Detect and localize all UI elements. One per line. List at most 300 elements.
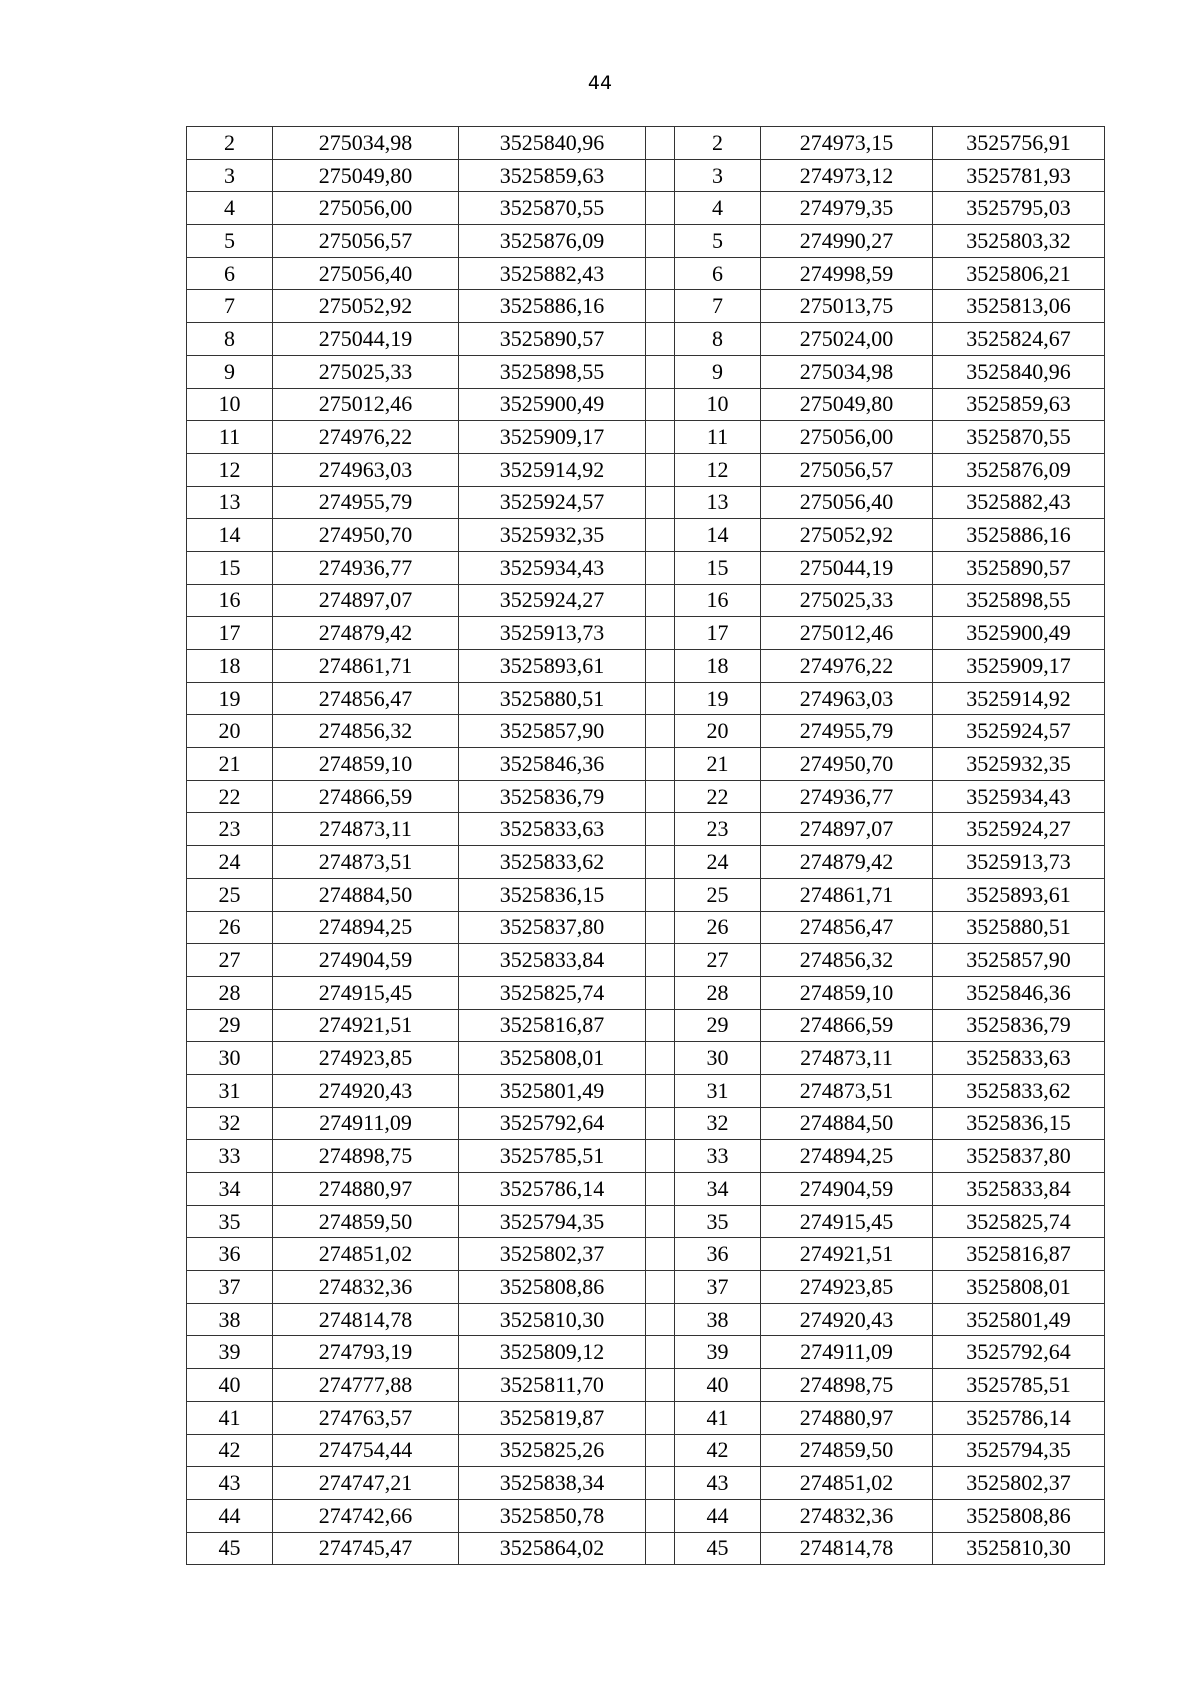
right-point-number: 30 <box>675 1042 761 1075</box>
right-y-coordinate: 3525836,15 <box>933 1107 1105 1140</box>
table-row <box>187 846 1105 879</box>
right-x-coordinate: 274921,51 <box>761 1238 933 1271</box>
right-x-coordinate: 274851,02 <box>761 1467 933 1500</box>
left-x-coordinate: 274814,78 <box>273 1303 459 1336</box>
right-y-coordinate: 3525880,51 <box>933 911 1105 944</box>
left-y-coordinate: 3525833,62 <box>459 846 646 879</box>
left-point-number: 35 <box>187 1205 273 1238</box>
table-row <box>187 1499 1105 1532</box>
right-x-coordinate: 274897,07 <box>761 813 933 846</box>
left-y-coordinate: 3525819,87 <box>459 1401 646 1434</box>
right-y-coordinate: 3525795,03 <box>933 192 1105 225</box>
left-y-coordinate: 3525924,27 <box>459 584 646 617</box>
separator-cell <box>646 1532 675 1565</box>
left-point-number: 29 <box>187 1009 273 1042</box>
left-y-coordinate: 3525909,17 <box>459 421 646 454</box>
right-x-coordinate: 275024,00 <box>761 323 933 356</box>
table-row <box>187 813 1105 846</box>
left-y-coordinate: 3525837,80 <box>459 911 646 944</box>
left-x-coordinate: 274897,07 <box>273 584 459 617</box>
left-x-coordinate: 274861,71 <box>273 650 459 683</box>
right-point-number: 9 <box>675 355 761 388</box>
right-y-coordinate: 3525886,16 <box>933 519 1105 552</box>
left-y-coordinate: 3525833,63 <box>459 813 646 846</box>
coordinates-table-body <box>187 127 1105 1565</box>
separator-cell <box>646 355 675 388</box>
left-point-number: 5 <box>187 225 273 258</box>
left-y-coordinate: 3525900,49 <box>459 388 646 421</box>
right-x-coordinate: 275012,46 <box>761 617 933 650</box>
left-y-coordinate: 3525857,90 <box>459 715 646 748</box>
table-row <box>187 1434 1105 1467</box>
separator-cell <box>646 1173 675 1206</box>
left-x-coordinate: 275044,19 <box>273 323 459 356</box>
left-x-coordinate: 274921,51 <box>273 1009 459 1042</box>
right-point-number: 38 <box>675 1303 761 1336</box>
separator-cell <box>646 551 675 584</box>
right-point-number: 19 <box>675 682 761 715</box>
right-x-coordinate: 274879,42 <box>761 846 933 879</box>
separator-cell <box>646 486 675 519</box>
right-point-number: 12 <box>675 453 761 486</box>
left-y-coordinate: 3525809,12 <box>459 1336 646 1369</box>
right-x-coordinate: 275034,98 <box>761 355 933 388</box>
table-row <box>187 878 1105 911</box>
right-point-number: 17 <box>675 617 761 650</box>
separator-cell <box>646 813 675 846</box>
left-y-coordinate: 3525825,26 <box>459 1434 646 1467</box>
right-y-coordinate: 3525785,51 <box>933 1369 1105 1402</box>
left-x-coordinate: 274866,59 <box>273 780 459 813</box>
left-y-coordinate: 3525934,43 <box>459 551 646 584</box>
table-row <box>187 290 1105 323</box>
left-point-number: 21 <box>187 748 273 781</box>
right-x-coordinate: 274998,59 <box>761 257 933 290</box>
separator-cell <box>646 1369 675 1402</box>
right-y-coordinate: 3525924,57 <box>933 715 1105 748</box>
table-row <box>187 715 1105 748</box>
table-row <box>187 355 1105 388</box>
right-x-coordinate: 275056,00 <box>761 421 933 454</box>
right-y-coordinate: 3525801,49 <box>933 1303 1105 1336</box>
table-row <box>187 192 1105 225</box>
right-y-coordinate: 3525893,61 <box>933 878 1105 911</box>
left-y-coordinate: 3525836,15 <box>459 878 646 911</box>
left-point-number: 18 <box>187 650 273 683</box>
left-x-coordinate: 274851,02 <box>273 1238 459 1271</box>
separator-cell <box>646 290 675 323</box>
separator-cell <box>646 225 675 258</box>
left-x-coordinate: 275012,46 <box>273 388 459 421</box>
left-point-number: 30 <box>187 1042 273 1075</box>
left-x-coordinate: 274894,25 <box>273 911 459 944</box>
right-x-coordinate: 274873,51 <box>761 1074 933 1107</box>
table-row <box>187 584 1105 617</box>
table-row <box>187 257 1105 290</box>
left-y-coordinate: 3525890,57 <box>459 323 646 356</box>
right-x-coordinate: 274976,22 <box>761 650 933 683</box>
left-y-coordinate: 3525825,74 <box>459 976 646 1009</box>
right-x-coordinate: 275013,75 <box>761 290 933 323</box>
right-y-coordinate: 3525794,35 <box>933 1434 1105 1467</box>
right-point-number: 22 <box>675 780 761 813</box>
separator-cell <box>646 682 675 715</box>
right-y-coordinate: 3525870,55 <box>933 421 1105 454</box>
left-point-number: 16 <box>187 584 273 617</box>
left-x-coordinate: 275025,33 <box>273 355 459 388</box>
right-y-coordinate: 3525756,91 <box>933 127 1105 160</box>
right-point-number: 36 <box>675 1238 761 1271</box>
right-x-coordinate: 275056,57 <box>761 453 933 486</box>
left-y-coordinate: 3525882,43 <box>459 257 646 290</box>
separator-cell <box>646 1336 675 1369</box>
left-point-number: 43 <box>187 1467 273 1500</box>
right-x-coordinate: 274915,45 <box>761 1205 933 1238</box>
right-point-number: 4 <box>675 192 761 225</box>
right-point-number: 25 <box>675 878 761 911</box>
left-x-coordinate: 274915,45 <box>273 976 459 1009</box>
separator-cell <box>646 878 675 911</box>
left-point-number: 14 <box>187 519 273 552</box>
separator-cell <box>646 1042 675 1075</box>
left-point-number: 10 <box>187 388 273 421</box>
right-y-coordinate: 3525825,74 <box>933 1205 1105 1238</box>
left-point-number: 28 <box>187 976 273 1009</box>
left-y-coordinate: 3525864,02 <box>459 1532 646 1565</box>
separator-cell <box>646 127 675 160</box>
separator-cell <box>646 911 675 944</box>
table-row <box>187 323 1105 356</box>
table-row <box>187 682 1105 715</box>
table-row <box>187 486 1105 519</box>
right-y-coordinate: 3525857,90 <box>933 944 1105 977</box>
right-x-coordinate: 275052,92 <box>761 519 933 552</box>
table-row <box>187 159 1105 192</box>
left-x-coordinate: 274763,57 <box>273 1401 459 1434</box>
right-point-number: 28 <box>675 976 761 1009</box>
left-y-coordinate: 3525833,84 <box>459 944 646 977</box>
left-x-coordinate: 274859,10 <box>273 748 459 781</box>
right-point-number: 42 <box>675 1434 761 1467</box>
right-point-number: 32 <box>675 1107 761 1140</box>
left-y-coordinate: 3525886,16 <box>459 290 646 323</box>
separator-cell <box>646 584 675 617</box>
right-point-number: 33 <box>675 1140 761 1173</box>
right-y-coordinate: 3525808,86 <box>933 1499 1105 1532</box>
table-row <box>187 780 1105 813</box>
left-x-coordinate: 274747,21 <box>273 1467 459 1500</box>
left-x-coordinate: 274950,70 <box>273 519 459 552</box>
left-x-coordinate: 274754,44 <box>273 1434 459 1467</box>
left-point-number: 25 <box>187 878 273 911</box>
left-point-number: 12 <box>187 453 273 486</box>
right-point-number: 6 <box>675 257 761 290</box>
left-x-coordinate: 274832,36 <box>273 1271 459 1304</box>
table-row <box>187 1140 1105 1173</box>
left-point-number: 23 <box>187 813 273 846</box>
right-point-number: 2 <box>675 127 761 160</box>
table-row <box>187 1336 1105 1369</box>
right-x-coordinate: 275056,40 <box>761 486 933 519</box>
right-x-coordinate: 274963,03 <box>761 682 933 715</box>
separator-cell <box>646 1238 675 1271</box>
separator-cell <box>646 1401 675 1434</box>
table-row <box>187 1042 1105 1075</box>
left-y-coordinate: 3525876,09 <box>459 225 646 258</box>
right-point-number: 43 <box>675 1467 761 1500</box>
right-point-number: 20 <box>675 715 761 748</box>
left-y-coordinate: 3525792,64 <box>459 1107 646 1140</box>
left-x-coordinate: 274745,47 <box>273 1532 459 1565</box>
right-y-coordinate: 3525914,92 <box>933 682 1105 715</box>
left-point-number: 9 <box>187 355 273 388</box>
right-point-number: 15 <box>675 551 761 584</box>
right-point-number: 45 <box>675 1532 761 1565</box>
right-y-coordinate: 3525824,67 <box>933 323 1105 356</box>
right-x-coordinate: 274861,71 <box>761 878 933 911</box>
left-y-coordinate: 3525893,61 <box>459 650 646 683</box>
left-point-number: 37 <box>187 1271 273 1304</box>
right-x-coordinate: 274911,09 <box>761 1336 933 1369</box>
left-x-coordinate: 274777,88 <box>273 1369 459 1402</box>
right-y-coordinate: 3525932,35 <box>933 748 1105 781</box>
right-x-coordinate: 274859,10 <box>761 976 933 1009</box>
right-x-coordinate: 274814,78 <box>761 1532 933 1565</box>
right-y-coordinate: 3525816,87 <box>933 1238 1105 1271</box>
left-x-coordinate: 274920,43 <box>273 1074 459 1107</box>
left-point-number: 31 <box>187 1074 273 1107</box>
right-point-number: 39 <box>675 1336 761 1369</box>
left-x-coordinate: 274856,47 <box>273 682 459 715</box>
left-x-coordinate: 274936,77 <box>273 551 459 584</box>
separator-cell <box>646 1271 675 1304</box>
right-y-coordinate: 3525846,36 <box>933 976 1105 1009</box>
left-point-number: 26 <box>187 911 273 944</box>
left-point-number: 34 <box>187 1173 273 1206</box>
left-x-coordinate: 274904,59 <box>273 944 459 977</box>
left-y-coordinate: 3525811,70 <box>459 1369 646 1402</box>
right-y-coordinate: 3525859,63 <box>933 388 1105 421</box>
separator-cell <box>646 748 675 781</box>
left-point-number: 15 <box>187 551 273 584</box>
left-point-number: 40 <box>187 1369 273 1402</box>
right-x-coordinate: 275025,33 <box>761 584 933 617</box>
table-row <box>187 944 1105 977</box>
left-point-number: 32 <box>187 1107 273 1140</box>
table-row <box>187 1074 1105 1107</box>
table-row <box>187 748 1105 781</box>
right-point-number: 13 <box>675 486 761 519</box>
right-y-coordinate: 3525876,09 <box>933 453 1105 486</box>
table-row <box>187 1271 1105 1304</box>
right-x-coordinate: 274898,75 <box>761 1369 933 1402</box>
left-point-number: 4 <box>187 192 273 225</box>
right-y-coordinate: 3525909,17 <box>933 650 1105 683</box>
left-x-coordinate: 274923,85 <box>273 1042 459 1075</box>
left-x-coordinate: 274955,79 <box>273 486 459 519</box>
left-y-coordinate: 3525838,34 <box>459 1467 646 1500</box>
left-x-coordinate: 275049,80 <box>273 159 459 192</box>
right-point-number: 10 <box>675 388 761 421</box>
left-point-number: 44 <box>187 1499 273 1532</box>
left-point-number: 13 <box>187 486 273 519</box>
right-x-coordinate: 274950,70 <box>761 748 933 781</box>
right-y-coordinate: 3525803,32 <box>933 225 1105 258</box>
page-number: 44 <box>587 72 613 94</box>
table-row <box>187 453 1105 486</box>
right-point-number: 31 <box>675 1074 761 1107</box>
left-point-number: 22 <box>187 780 273 813</box>
left-point-number: 27 <box>187 944 273 977</box>
table-row <box>187 1173 1105 1206</box>
left-y-coordinate: 3525786,14 <box>459 1173 646 1206</box>
left-x-coordinate: 274793,19 <box>273 1336 459 1369</box>
right-y-coordinate: 3525840,96 <box>933 355 1105 388</box>
separator-cell <box>646 1205 675 1238</box>
right-x-coordinate: 275049,80 <box>761 388 933 421</box>
left-point-number: 20 <box>187 715 273 748</box>
left-point-number: 42 <box>187 1434 273 1467</box>
separator-cell <box>646 159 675 192</box>
right-point-number: 27 <box>675 944 761 977</box>
right-point-number: 8 <box>675 323 761 356</box>
table-row <box>187 1238 1105 1271</box>
right-point-number: 21 <box>675 748 761 781</box>
left-x-coordinate: 275052,92 <box>273 290 459 323</box>
separator-cell <box>646 1499 675 1532</box>
right-y-coordinate: 3525924,27 <box>933 813 1105 846</box>
separator-cell <box>646 1303 675 1336</box>
right-x-coordinate: 274880,97 <box>761 1401 933 1434</box>
right-y-coordinate: 3525802,37 <box>933 1467 1105 1500</box>
separator-cell <box>646 780 675 813</box>
left-y-coordinate: 3525913,73 <box>459 617 646 650</box>
left-point-number: 24 <box>187 846 273 879</box>
right-x-coordinate: 274955,79 <box>761 715 933 748</box>
left-x-coordinate: 274879,42 <box>273 617 459 650</box>
table-row <box>187 421 1105 454</box>
right-point-number: 35 <box>675 1205 761 1238</box>
left-point-number: 3 <box>187 159 273 192</box>
right-point-number: 34 <box>675 1173 761 1206</box>
coordinates-table <box>186 126 1105 1565</box>
right-x-coordinate: 274923,85 <box>761 1271 933 1304</box>
right-point-number: 24 <box>675 846 761 879</box>
left-point-number: 33 <box>187 1140 273 1173</box>
right-x-coordinate: 274832,36 <box>761 1499 933 1532</box>
right-y-coordinate: 3525808,01 <box>933 1271 1105 1304</box>
left-x-coordinate: 274963,03 <box>273 453 459 486</box>
right-y-coordinate: 3525833,84 <box>933 1173 1105 1206</box>
table-row <box>187 225 1105 258</box>
left-y-coordinate: 3525836,79 <box>459 780 646 813</box>
separator-cell <box>646 1009 675 1042</box>
right-x-coordinate: 274990,27 <box>761 225 933 258</box>
right-y-coordinate: 3525900,49 <box>933 617 1105 650</box>
left-x-coordinate: 274856,32 <box>273 715 459 748</box>
right-point-number: 40 <box>675 1369 761 1402</box>
left-y-coordinate: 3525846,36 <box>459 748 646 781</box>
right-point-number: 3 <box>675 159 761 192</box>
left-y-coordinate: 3525802,37 <box>459 1238 646 1271</box>
separator-cell <box>646 1074 675 1107</box>
right-point-number: 41 <box>675 1401 761 1434</box>
table-row <box>187 388 1105 421</box>
separator-cell <box>646 976 675 1009</box>
left-point-number: 45 <box>187 1532 273 1565</box>
right-x-coordinate: 274973,15 <box>761 127 933 160</box>
left-y-coordinate: 3525880,51 <box>459 682 646 715</box>
right-x-coordinate: 275044,19 <box>761 551 933 584</box>
left-point-number: 39 <box>187 1336 273 1369</box>
left-x-coordinate: 274873,11 <box>273 813 459 846</box>
separator-cell <box>646 519 675 552</box>
left-x-coordinate: 274911,09 <box>273 1107 459 1140</box>
left-x-coordinate: 275034,98 <box>273 127 459 160</box>
left-x-coordinate: 275056,57 <box>273 225 459 258</box>
right-x-coordinate: 274856,47 <box>761 911 933 944</box>
right-y-coordinate: 3525837,80 <box>933 1140 1105 1173</box>
left-y-coordinate: 3525808,01 <box>459 1042 646 1075</box>
right-x-coordinate: 274936,77 <box>761 780 933 813</box>
right-point-number: 11 <box>675 421 761 454</box>
table-row <box>187 1205 1105 1238</box>
left-x-coordinate: 274742,66 <box>273 1499 459 1532</box>
separator-cell <box>646 715 675 748</box>
table-row <box>187 1401 1105 1434</box>
table-row <box>187 519 1105 552</box>
right-x-coordinate: 274884,50 <box>761 1107 933 1140</box>
separator-cell <box>646 388 675 421</box>
right-y-coordinate: 3525836,79 <box>933 1009 1105 1042</box>
table-row <box>187 1369 1105 1402</box>
right-point-number: 18 <box>675 650 761 683</box>
right-x-coordinate: 274866,59 <box>761 1009 933 1042</box>
right-x-coordinate: 274920,43 <box>761 1303 933 1336</box>
left-point-number: 38 <box>187 1303 273 1336</box>
right-y-coordinate: 3525810,30 <box>933 1532 1105 1565</box>
right-y-coordinate: 3525898,55 <box>933 584 1105 617</box>
right-y-coordinate: 3525890,57 <box>933 551 1105 584</box>
left-x-coordinate: 274859,50 <box>273 1205 459 1238</box>
left-x-coordinate: 274873,51 <box>273 846 459 879</box>
left-y-coordinate: 3525840,96 <box>459 127 646 160</box>
separator-cell <box>646 1467 675 1500</box>
left-y-coordinate: 3525785,51 <box>459 1140 646 1173</box>
separator-cell <box>646 617 675 650</box>
left-y-coordinate: 3525932,35 <box>459 519 646 552</box>
left-x-coordinate: 275056,40 <box>273 257 459 290</box>
left-y-coordinate: 3525808,86 <box>459 1271 646 1304</box>
left-x-coordinate: 274898,75 <box>273 1140 459 1173</box>
separator-cell <box>646 421 675 454</box>
right-x-coordinate: 274873,11 <box>761 1042 933 1075</box>
table-row <box>187 976 1105 1009</box>
left-y-coordinate: 3525914,92 <box>459 453 646 486</box>
left-point-number: 17 <box>187 617 273 650</box>
separator-cell <box>646 1434 675 1467</box>
right-y-coordinate: 3525786,14 <box>933 1401 1105 1434</box>
right-x-coordinate: 274973,12 <box>761 159 933 192</box>
left-point-number: 8 <box>187 323 273 356</box>
table-row <box>187 551 1105 584</box>
left-y-coordinate: 3525924,57 <box>459 486 646 519</box>
right-point-number: 29 <box>675 1009 761 1042</box>
right-x-coordinate: 274894,25 <box>761 1140 933 1173</box>
right-y-coordinate: 3525781,93 <box>933 159 1105 192</box>
separator-cell <box>646 192 675 225</box>
left-y-coordinate: 3525870,55 <box>459 192 646 225</box>
